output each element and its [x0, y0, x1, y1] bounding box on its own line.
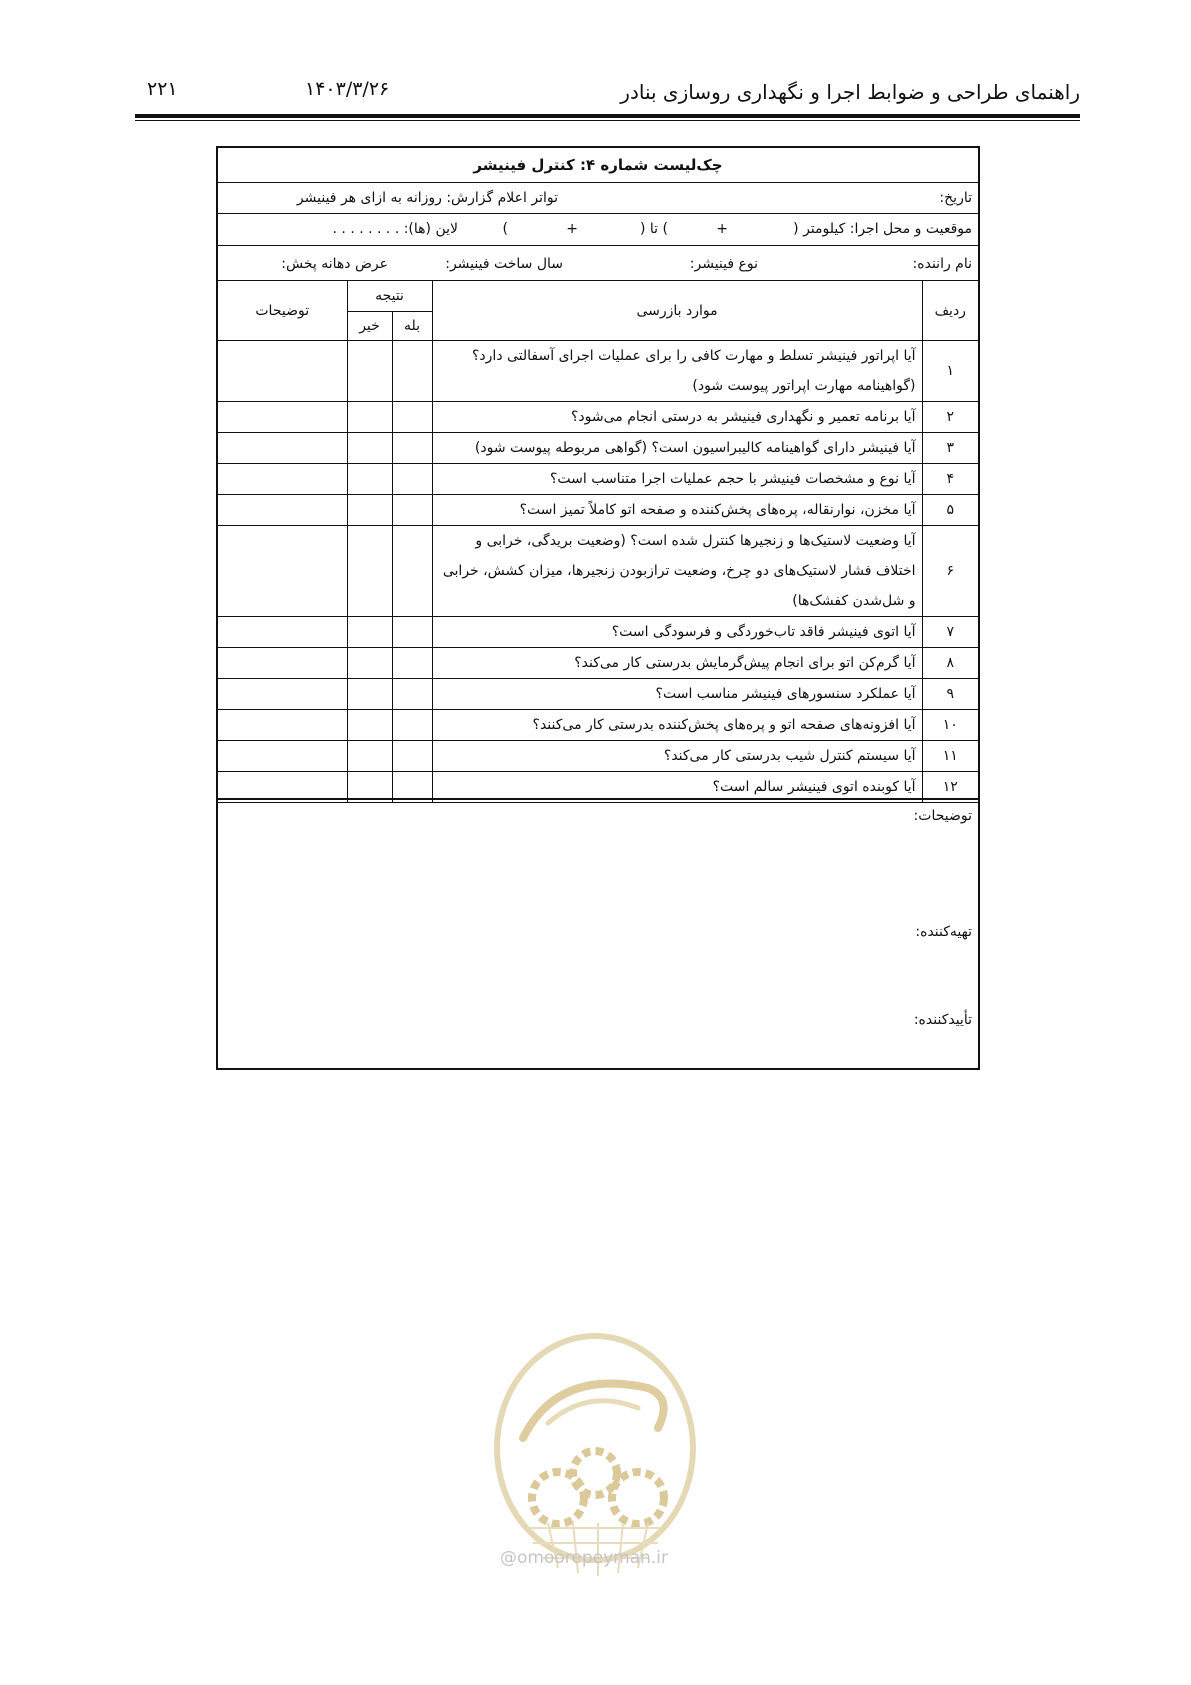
row-number: ۱ — [922, 341, 978, 402]
no-cell[interactable] — [347, 526, 392, 617]
form-title: چک‌لیست شماره ۴: کنترل فینیشر — [473, 156, 723, 174]
comment-cell[interactable] — [218, 679, 347, 710]
watermark-logo — [488, 1328, 702, 1582]
checklist-form — [216, 146, 980, 1070]
no-cell[interactable] — [347, 495, 392, 526]
row-number: ۳ — [922, 433, 978, 464]
table-row — [218, 741, 978, 772]
row-number: ۱۰ — [922, 710, 978, 741]
comment-cell[interactable] — [218, 433, 347, 464]
column-no: خیر — [347, 312, 392, 341]
table-row — [218, 648, 978, 679]
table-row — [218, 341, 978, 402]
yes-cell[interactable] — [392, 341, 432, 402]
row-number: ۴ — [922, 464, 978, 495]
location-label: موقعیت و محل اجرا: کیلومتر ( — [793, 221, 972, 237]
inspection-item: آیا نوع و مشخصات فینیشر با حجم عملیات اجرا متناسب است؟ — [432, 464, 922, 495]
yes-cell[interactable] — [392, 648, 432, 679]
inspection-item: آیا سیستم کنترل شیب بدرستی کار می‌کند؟ — [432, 741, 922, 772]
location-row — [218, 213, 978, 246]
inspection-item: آیا فینیشر دارای گواهینامه کالیبراسیون است؟ (گواهی مربوطه پیوست شود) — [432, 433, 922, 464]
page-header — [135, 74, 1080, 114]
table-row — [218, 433, 978, 464]
row-number: ۱۱ — [922, 741, 978, 772]
yes-cell[interactable] — [392, 526, 432, 617]
inspection-item: آیا وضعیت لاستیک‌ها و زنجیرها کنترل شده است؟ (وضعیت بریدگی، خرابی و اختلاف فشار لاستیک‌های دو چرخ، وضعیت ترازبودن زنجیرها، میزان کشش، خرابی و شل‌شدن کفشک‌ها) — [432, 526, 922, 617]
column-items: موارد بازرسی — [432, 281, 922, 341]
comment-cell[interactable] — [218, 710, 347, 741]
no-cell[interactable] — [347, 402, 392, 433]
prepared-by-label: تهیه‌کننده: — [915, 924, 972, 940]
row-number: ۸ — [922, 648, 978, 679]
table-row — [218, 526, 978, 617]
table-row — [218, 402, 978, 433]
row-number: ۵ — [922, 495, 978, 526]
watermark-text: @omoorepeyman.ir — [500, 1548, 669, 1568]
inspection-item: آیا عملکرد سنسورهای فینیشر مناسب است؟ — [432, 679, 922, 710]
inspection-item: آیا اتوی فینیشر فاقد تاب‌خوردگی و فرسودگی است؟ — [432, 617, 922, 648]
yes-cell[interactable] — [392, 495, 432, 526]
form-title-row — [218, 148, 978, 183]
no-cell[interactable] — [347, 648, 392, 679]
no-cell[interactable] — [347, 464, 392, 495]
column-comments: توضیحات — [218, 281, 347, 341]
table-row — [218, 710, 978, 741]
comment-cell[interactable] — [218, 402, 347, 433]
row-number: ۹ — [922, 679, 978, 710]
table-row — [218, 495, 978, 526]
no-cell[interactable] — [347, 710, 392, 741]
approved-by-label: تأییدکننده: — [913, 1012, 972, 1028]
row-number: ۱۲ — [922, 772, 978, 803]
comment-cell[interactable] — [218, 464, 347, 495]
table-bottom-border — [218, 798, 978, 800]
location-plus-2: + — [566, 221, 578, 237]
no-cell[interactable] — [347, 341, 392, 402]
column-yes: بله — [392, 312, 432, 341]
inspection-item: آیا کوبنده اتوی فینیشر سالم است؟ — [432, 772, 922, 803]
notes-label: توضیحات: — [913, 808, 972, 824]
inspection-item: آیا گرم‌کن اتو برای انجام پیش‌گرمایش بدرستی کار می‌کند؟ — [432, 648, 922, 679]
comment-cell[interactable] — [218, 526, 347, 617]
inspection-item: آیا مخزن، نوارنقاله، پره‌های پخش‌کننده و صفحه اتو کاملاً تمیز است؟ — [432, 495, 922, 526]
table-row — [218, 464, 978, 495]
yes-cell[interactable] — [392, 433, 432, 464]
comment-cell[interactable] — [218, 495, 347, 526]
finisher-year-label: سال ساخت فینیشر: — [445, 256, 563, 272]
location-close: ) — [502, 221, 508, 237]
table-header-row — [218, 281, 978, 312]
yes-cell[interactable] — [392, 402, 432, 433]
row-number: ۶ — [922, 526, 978, 617]
finisher-type-label: نوع فینیشر: — [689, 256, 758, 272]
header-rule-thick — [135, 114, 1080, 118]
driver-row — [218, 248, 978, 281]
comment-cell[interactable] — [218, 341, 347, 402]
no-cell[interactable] — [347, 679, 392, 710]
table-row — [218, 617, 978, 648]
revision-date: ۱۴۰۳/۳/۲۶ — [305, 78, 390, 100]
header-rule-thin — [135, 120, 1080, 121]
yes-cell[interactable] — [392, 741, 432, 772]
divider — [218, 245, 978, 246]
date-row — [218, 182, 978, 214]
inspection-item: آیا اپراتور فینیشر تسلط و مهارت کافی را برای عملیات اجرای آسفالتی دارد؟ (گواهینامه مهارت اپراتور پیوست شود) — [432, 341, 922, 402]
yes-cell[interactable] — [392, 710, 432, 741]
comment-cell[interactable] — [218, 741, 347, 772]
lane-label: لاین (ها): . . . . . . . . — [332, 221, 458, 237]
report-frequency: تواتر اعلام گزارش: روزانه به ازای هر فینیشر — [296, 189, 558, 206]
document-title: راهنمای طراحی و ضوابط اجرا و نگهداری روسازی بنادر — [620, 80, 1080, 104]
inspection-item: آیا برنامه تعمیر و نگهداری فینیشر به درستی انجام می‌شود؟ — [432, 402, 922, 433]
no-cell[interactable] — [347, 617, 392, 648]
date-label: تاریخ: — [939, 189, 972, 206]
table-row — [218, 679, 978, 710]
spread-width-label: عرض دهانه پخش: — [281, 256, 388, 272]
row-number: ۲ — [922, 402, 978, 433]
yes-cell[interactable] — [392, 617, 432, 648]
driver-label: نام راننده: — [912, 256, 972, 272]
column-result: نتیجه — [347, 281, 432, 312]
page-number: ۲۲۱ — [147, 78, 178, 100]
inspection-table — [218, 280, 978, 803]
no-cell[interactable] — [347, 433, 392, 464]
row-number: ۷ — [922, 617, 978, 648]
inspection-item: آیا افزونه‌های صفحه اتو و پره‌های پخش‌کننده بدرستی کار می‌کنند؟ — [432, 710, 922, 741]
no-cell[interactable] — [347, 741, 392, 772]
comment-cell[interactable] — [218, 617, 347, 648]
location-to: ) تا ( — [640, 221, 668, 237]
yes-cell[interactable] — [392, 464, 432, 495]
comment-cell[interactable] — [218, 648, 347, 679]
location-plus-1: + — [716, 221, 728, 237]
column-row: ردیف — [922, 281, 978, 341]
yes-cell[interactable] — [392, 679, 432, 710]
